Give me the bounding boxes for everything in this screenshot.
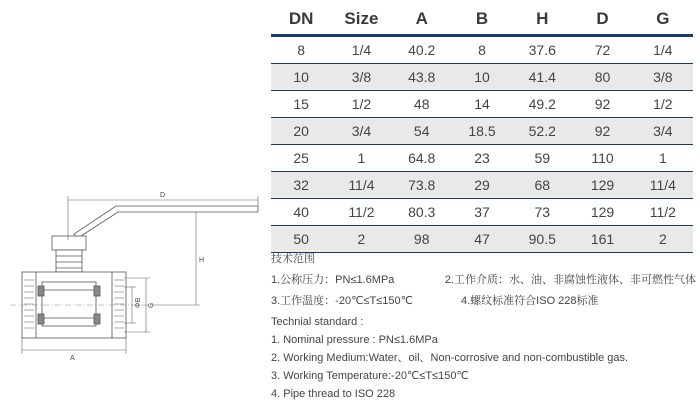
table-row bbox=[271, 36, 693, 64]
cn-notes-row bbox=[271, 292, 696, 310]
cell-size: 11/4 bbox=[331, 172, 391, 199]
cell-b: 18.5 bbox=[452, 118, 512, 145]
header-d: D bbox=[572, 4, 632, 36]
cell-g: 1/4 bbox=[633, 36, 693, 64]
table-row bbox=[271, 91, 693, 118]
en-note-4: 4. Pipe thread to ISO 228 bbox=[271, 388, 396, 400]
dim-d-label: D bbox=[160, 192, 166, 199]
cell-g: 1/2 bbox=[633, 91, 693, 118]
header-b: B bbox=[452, 4, 512, 36]
cell-size: 1/2 bbox=[331, 91, 391, 118]
cell-b: 47 bbox=[452, 226, 512, 253]
cell-dn: 20 bbox=[271, 118, 331, 145]
header-dn: DN bbox=[271, 4, 331, 36]
table-row bbox=[271, 118, 693, 145]
en-note-2: 2. Working Medium:Water、oil、Non-corrosive and non-combustible gas. bbox=[271, 352, 629, 364]
cell-dn: 50 bbox=[271, 226, 331, 253]
cn-note-2: 2.工作介质：水、油、非腐蚀性液体、非可燃性气体 bbox=[444, 274, 696, 286]
cell-d: 129 bbox=[572, 172, 632, 199]
cn-note-4: 4.螺纹标准符合ISO 228标准 bbox=[461, 295, 599, 307]
cell-g: 3/4 bbox=[633, 118, 693, 145]
stem bbox=[56, 250, 82, 272]
cell-size: 3/4 bbox=[331, 118, 391, 145]
handle-lever bbox=[74, 206, 258, 238]
cell-g: 2 bbox=[633, 226, 693, 253]
cell-g: 3/8 bbox=[633, 64, 693, 91]
dim-h-label: H bbox=[199, 257, 205, 264]
header-g: G bbox=[633, 4, 693, 36]
cell-d: 110 bbox=[572, 145, 632, 172]
cell-a: 80.3 bbox=[392, 199, 452, 226]
table-row bbox=[271, 199, 693, 226]
cell-size: 1/4 bbox=[331, 36, 391, 64]
cell-b: 8 bbox=[452, 36, 512, 64]
cell-size: 2 bbox=[331, 226, 391, 253]
cell-b: 14 bbox=[452, 91, 512, 118]
cell-dn: 15 bbox=[271, 91, 331, 118]
cell-dn: 32 bbox=[271, 172, 331, 199]
dim-g-label: G bbox=[148, 302, 155, 308]
en-note-3: 3. Working Temperature:-20℃≤T≤150℃ bbox=[271, 370, 469, 382]
cell-a: 98 bbox=[392, 226, 452, 253]
cell-h: 37.6 bbox=[512, 36, 572, 64]
table-row bbox=[271, 145, 693, 172]
cell-d: 92 bbox=[572, 91, 632, 118]
cell-d: 129 bbox=[572, 199, 632, 226]
cell-g: 11/2 bbox=[633, 199, 693, 226]
cell-h: 73 bbox=[512, 199, 572, 226]
cell-h: 52.2 bbox=[512, 118, 572, 145]
cell-h: 90.5 bbox=[512, 226, 572, 253]
cell-d: 92 bbox=[572, 118, 632, 145]
cn-note-1: 1.公称压力：PN≤1.6MPa bbox=[271, 274, 395, 286]
en-notes-title: Technial standard : bbox=[271, 316, 364, 328]
cell-h: 41.4 bbox=[512, 64, 572, 91]
cell-a: 43.8 bbox=[392, 64, 452, 91]
en-note-1: 1. Nominal pressure : PN≤1.6MPa bbox=[271, 334, 438, 346]
valve-dimension-drawing bbox=[0, 0, 270, 420]
dim-b-label: ΦB bbox=[135, 297, 142, 308]
table-row bbox=[271, 172, 693, 199]
cell-dn: 10 bbox=[271, 64, 331, 91]
cell-size: 11/2 bbox=[331, 199, 391, 226]
cell-h: 49.2 bbox=[512, 91, 572, 118]
cell-dn: 25 bbox=[271, 145, 331, 172]
stem-nut bbox=[52, 236, 86, 250]
cell-a: 64.8 bbox=[392, 145, 452, 172]
cell-a: 54 bbox=[392, 118, 452, 145]
table-header-row bbox=[271, 4, 693, 36]
cell-size: 3/8 bbox=[331, 64, 391, 91]
cn-notes-row bbox=[271, 271, 696, 289]
cell-size: 1 bbox=[331, 145, 391, 172]
spec-table bbox=[271, 4, 693, 253]
header-size: Size bbox=[331, 4, 391, 36]
cell-b: 37 bbox=[452, 199, 512, 226]
cell-d: 161 bbox=[572, 226, 632, 253]
cell-b: 10 bbox=[452, 64, 512, 91]
cell-h: 59 bbox=[512, 145, 572, 172]
dim-a-label: A bbox=[70, 355, 75, 362]
cell-a: 48 bbox=[392, 91, 452, 118]
cell-g: 11/4 bbox=[633, 172, 693, 199]
cell-a: 73.8 bbox=[392, 172, 452, 199]
cell-d: 72 bbox=[572, 36, 632, 64]
cell-dn: 8 bbox=[271, 36, 331, 64]
cell-b: 23 bbox=[452, 145, 512, 172]
cell-b: 29 bbox=[452, 172, 512, 199]
table-row bbox=[271, 226, 693, 253]
cell-dn: 40 bbox=[271, 199, 331, 226]
header-h: H bbox=[512, 4, 572, 36]
cell-g: 1 bbox=[633, 145, 693, 172]
cell-d: 80 bbox=[572, 64, 632, 91]
cn-notes-title: 技术范围 bbox=[271, 253, 315, 265]
cell-a: 40.2 bbox=[392, 36, 452, 64]
table-row bbox=[271, 64, 693, 91]
cn-note-3: 3.工作温度：-20℃≤T≤150℃ bbox=[271, 295, 413, 307]
header-a: A bbox=[392, 4, 452, 36]
cell-h: 68 bbox=[512, 172, 572, 199]
technical-notes bbox=[271, 250, 696, 403]
